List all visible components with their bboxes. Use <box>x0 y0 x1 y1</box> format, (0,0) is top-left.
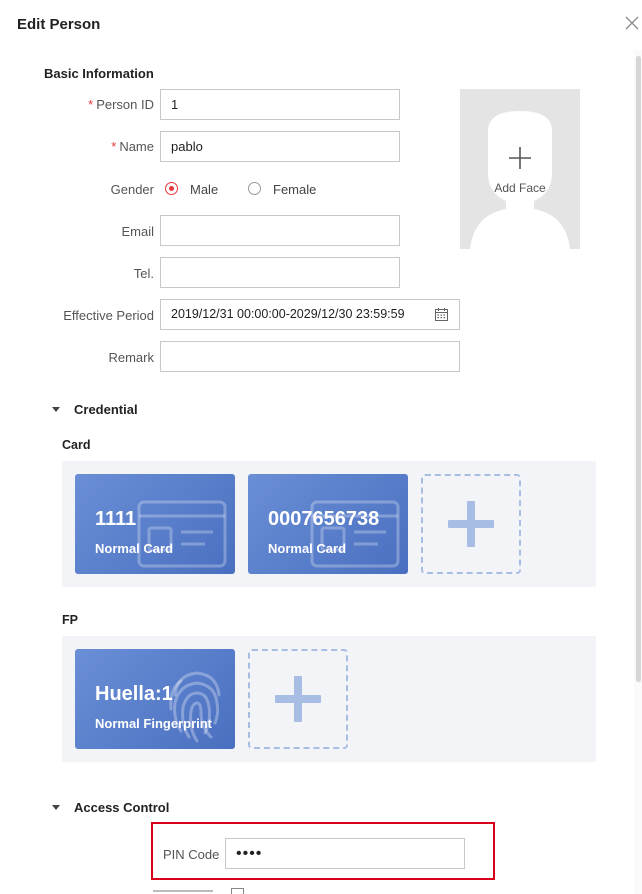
gender-male-label[interactable]: Male <box>190 182 219 197</box>
close-icon[interactable] <box>624 15 642 33</box>
fp-heading: FP <box>62 613 78 627</box>
tel-label: Tel. <box>133 266 154 281</box>
credential-heading[interactable]: Credential <box>74 402 138 417</box>
access-control-collapse-icon[interactable] <box>52 805 60 810</box>
add-card-button[interactable] <box>421 474 521 574</box>
remark-input[interactable] <box>160 341 460 372</box>
remark-label: Remark <box>108 350 154 365</box>
card-heading: Card <box>62 438 91 452</box>
person-id-input[interactable] <box>160 89 400 120</box>
gender-label: Gender <box>110 182 154 197</box>
card-item-2[interactable] <box>248 474 408 574</box>
scrollbar-thumb[interactable] <box>636 56 641 682</box>
email-label: Email <box>121 224 154 239</box>
basic-info-heading: Basic Information <box>44 66 154 81</box>
effective-period-label: Effective Period <box>63 308 154 323</box>
add-face-label: Add Face <box>494 181 546 195</box>
card-type: Normal Card <box>95 541 174 556</box>
credential-collapse-icon[interactable] <box>52 407 60 412</box>
card-type: Normal Card <box>268 541 347 556</box>
calendar-icon[interactable] <box>434 307 449 327</box>
add-face-button[interactable] <box>460 89 580 249</box>
gender-male-radio[interactable] <box>165 182 178 195</box>
add-fingerprint-button[interactable] <box>248 649 348 749</box>
card-number: 1111 <box>95 508 137 530</box>
fingerprint-name: Huella:1 <box>95 683 173 705</box>
dialog-title: Edit Person <box>17 16 101 33</box>
gender-female-radio[interactable] <box>248 182 261 195</box>
effective-period-input[interactable]: 2019/12/31 00:00:00-2029/12/30 23:59:59 <box>160 299 460 330</box>
plus-icon <box>250 651 346 747</box>
name-label: * Name <box>111 139 154 154</box>
card-number: 0007656738 <box>268 508 380 530</box>
card-item-1[interactable] <box>75 474 235 574</box>
fingerprint-icon <box>167 669 227 745</box>
next-row-label-partial <box>153 887 213 894</box>
next-row-checkbox[interactable] <box>231 888 244 894</box>
fingerprint-type: Normal Fingerprint <box>95 716 213 731</box>
name-input[interactable] <box>160 131 400 162</box>
plus-icon <box>423 476 519 572</box>
email-input[interactable] <box>160 215 400 246</box>
pin-code-label: PIN Code <box>163 847 220 862</box>
gender-female-label[interactable]: Female <box>273 182 317 197</box>
access-control-heading[interactable]: Access Control <box>74 800 170 815</box>
person-id-label: * Person ID <box>88 97 154 112</box>
avatar-silhouette-icon <box>460 89 580 249</box>
fingerprint-item-1[interactable] <box>75 649 235 749</box>
pin-code-input[interactable] <box>225 838 465 869</box>
tel-input[interactable] <box>160 257 400 288</box>
card-icon <box>137 500 227 568</box>
